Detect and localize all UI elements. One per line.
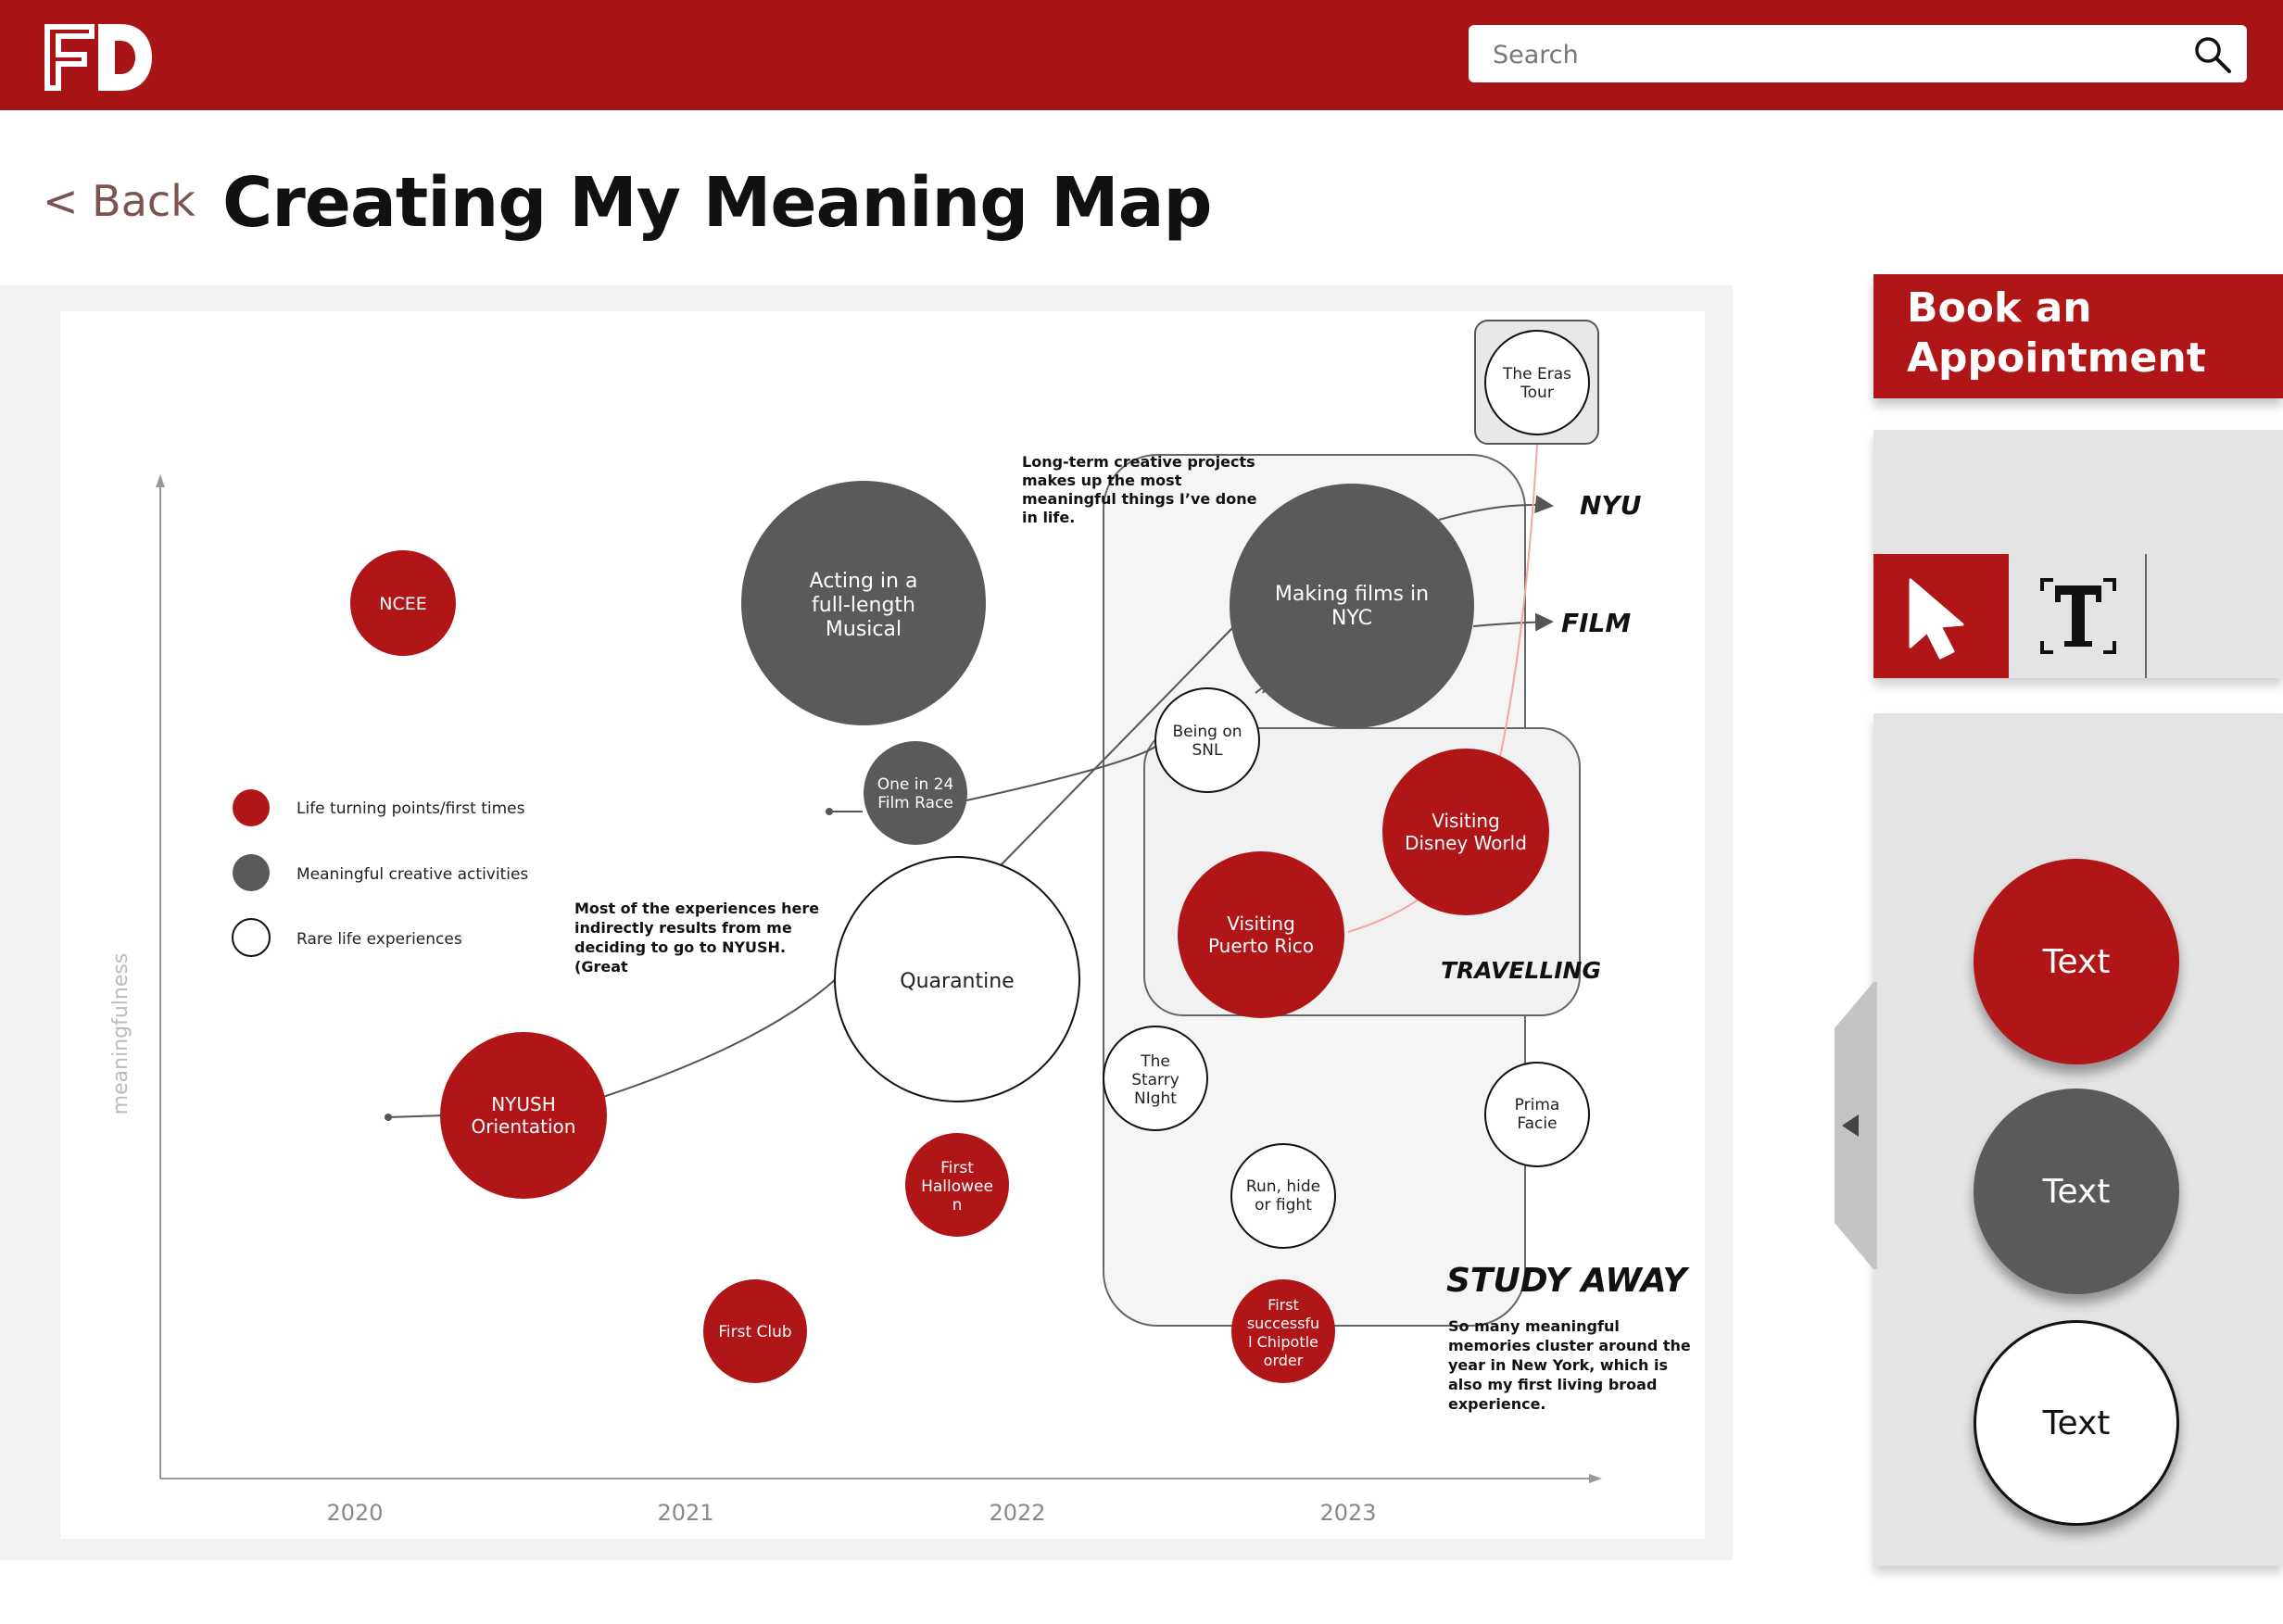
tool-divider — [2145, 554, 2147, 678]
select-tool[interactable] — [1873, 554, 2009, 678]
svg-text:VisitingDisney World: Visiting Disney World — [1405, 810, 1527, 854]
bubble-run-hide[interactable] — [1231, 1144, 1335, 1248]
bubble-nyush[interactable] — [440, 1032, 607, 1199]
svg-text:PrimaFacie: Prima Facie — [1514, 1096, 1560, 1133]
svg-text:Acting in afull-lengthMusical: Acting in a full-length Musical — [809, 570, 918, 641]
svg-text:So many meaningfulmemories clu: So many meaningful memories cluster around the year in New York, which is also my first living broad experience. — [1448, 1317, 1691, 1413]
search-icon[interactable] — [2193, 35, 2232, 74]
bubble-eras[interactable] — [1485, 331, 1589, 434]
svg-text:Quarantine: Quarantine — [900, 970, 1015, 993]
tag-film[interactable]: FILM — [1561, 608, 1632, 638]
svg-text:Run, hideor fight: Run, hide or fight — [1245, 1177, 1321, 1215]
bubble-quarantine[interactable] — [835, 857, 1079, 1102]
meaning-map[interactable] — [60, 311, 1705, 1539]
back-link[interactable]: < Back — [43, 176, 196, 226]
bubble-halloween[interactable] — [905, 1133, 1009, 1237]
bubble-prima[interactable] — [1485, 1063, 1589, 1166]
tag-travelling[interactable]: TRAVELLING — [1441, 957, 1601, 984]
y-axis-label: meaningfulness — [109, 952, 132, 1115]
swatch-grey[interactable] — [1974, 1089, 2179, 1294]
svg-text:FirstHalloween: First Hallowee n — [921, 1159, 993, 1215]
page-title: Creating My Meaning Map — [222, 163, 1212, 243]
svg-text:Firstsuccessful Chipotleorder: First successfu l Chipotle order — [1246, 1296, 1320, 1369]
book-appointment-button[interactable] — [1873, 274, 2283, 398]
svg-text:Meaningful creative activities: Meaningful creative activities — [296, 865, 529, 884]
swatch-label: Text — [2042, 1404, 2111, 1442]
search-input[interactable] — [1491, 25, 2162, 84]
swatch-red[interactable] — [1974, 859, 2179, 1064]
svg-text:NCEE: NCEE — [379, 594, 427, 614]
bubble-puerto-rico[interactable] — [1178, 851, 1344, 1018]
search-box — [1469, 25, 2247, 82]
svg-text:Making films inNYC: Making films in NYC — [1274, 583, 1430, 630]
text-tool-icon — [2011, 554, 2146, 678]
svg-text:Long-term creative projectsmak: Long-term creative projects makes up the most meaningful things I’ve done in life. — [1022, 453, 1257, 526]
bubble-first-club[interactable] — [703, 1279, 807, 1383]
svg-text:First Club: First Club — [718, 1323, 792, 1341]
note-nyush[interactable] — [574, 900, 819, 976]
svg-text:Rare life experiences: Rare life experiences — [296, 930, 462, 949]
collapse-panel-tab[interactable] — [1831, 982, 1877, 1269]
x-tick: 2020 — [326, 1500, 384, 1526]
svg-text:NYUSHOrientation: NYUSH Orientation — [471, 1093, 576, 1138]
bubble-disney[interactable] — [1382, 749, 1549, 915]
svg-text:Life turning points/first time: Life turning points/first times — [296, 799, 525, 818]
top-bar — [0, 0, 2283, 110]
bubble-ncee[interactable] — [350, 550, 456, 656]
tag-study-away[interactable]: STUDY AWAY — [1446, 1262, 1687, 1300]
svg-text:VisitingPuerto Rico: Visiting Puerto Rico — [1207, 913, 1315, 957]
swatch-white[interactable] — [1974, 1320, 2179, 1526]
note-study-away[interactable] — [1448, 1317, 1691, 1413]
cursor-icon — [1873, 554, 2009, 678]
bubble-films[interactable] — [1230, 484, 1474, 728]
svg-text:The ErasTour: The Eras Tour — [1502, 365, 1572, 402]
bubble-film-race[interactable] — [864, 741, 967, 845]
swatch-label: Text — [2042, 1172, 2111, 1211]
bubble-snl[interactable] — [1155, 688, 1259, 792]
svg-text:Being onSNL: Being on SNL — [1172, 723, 1242, 760]
text-tool[interactable] — [2011, 554, 2146, 678]
book-appointment-label: Book an Appointment — [1907, 284, 2206, 382]
x-tick: 2021 — [657, 1500, 714, 1526]
x-tick: 2022 — [989, 1500, 1046, 1526]
bubble-acting[interactable] — [741, 481, 986, 725]
swatch-label: Text — [2042, 942, 2111, 981]
svg-text:One in 24Film Race: One in 24 Film Race — [877, 775, 954, 812]
bubble-chipotle[interactable] — [1231, 1279, 1335, 1383]
legend — [233, 789, 528, 956]
tag-nyu[interactable]: NYU — [1580, 490, 1642, 521]
svg-text:TheStarryNIght: The Starry NIght — [1131, 1052, 1179, 1108]
svg-text:Most of the experiences herein: Most of the experiences here indirectly results from me deciding to go to NYUSH. (Great — [574, 900, 820, 976]
x-tick: 2023 — [1319, 1500, 1377, 1526]
fd-logo[interactable] — [41, 20, 156, 94]
bubble-starry[interactable] — [1104, 1026, 1207, 1130]
